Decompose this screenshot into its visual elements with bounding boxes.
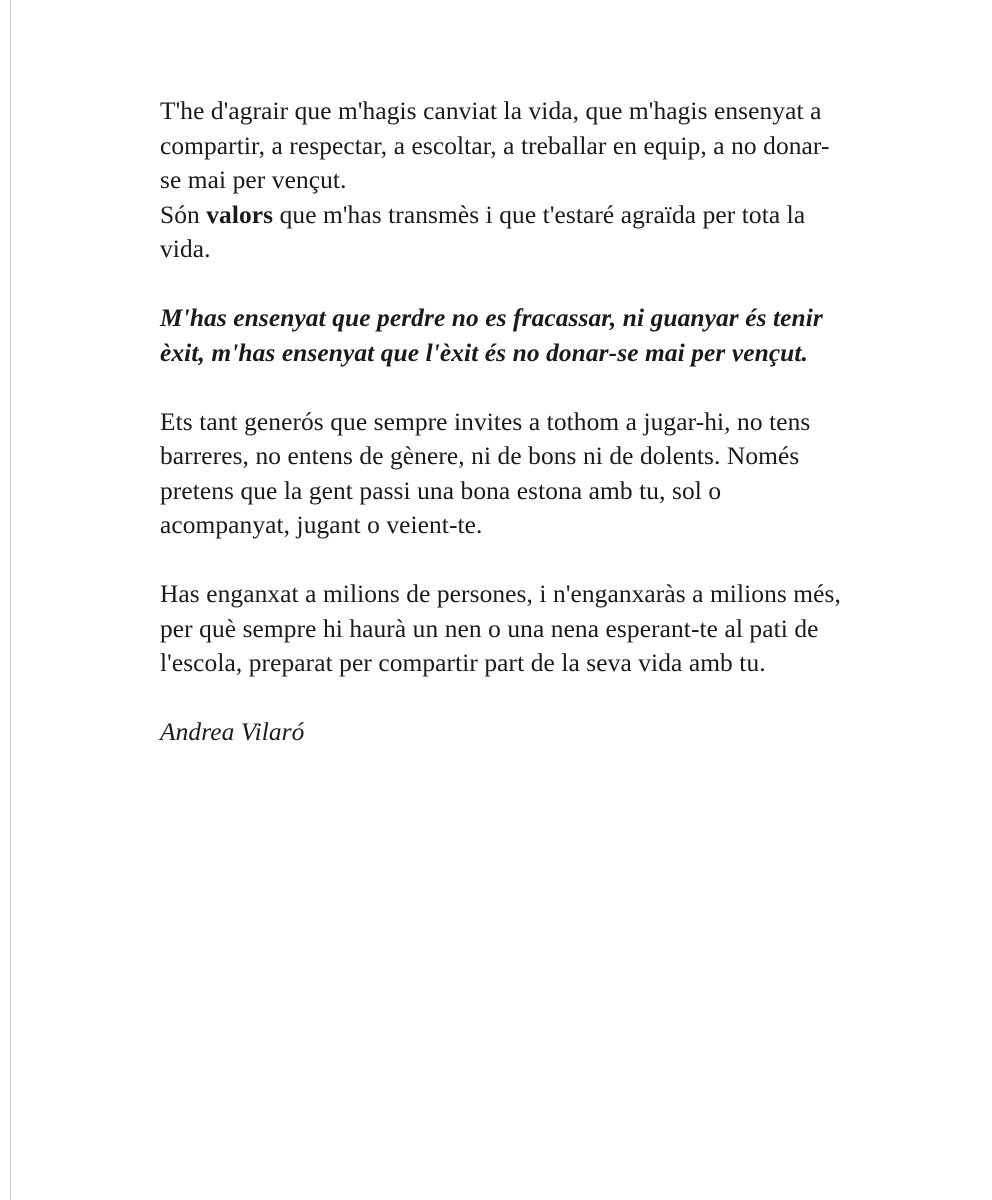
text-fragment: Són xyxy=(160,200,207,229)
text-line: pretens que la gent passi una bona estona amb tu, sol o xyxy=(160,476,722,505)
text-line: M'has ensenyat que perdre no es fracassar, ni guanyar és tenir xyxy=(160,304,823,332)
text-line: Has enganxat a milions de persones, i n'enganxaràs a milions més, xyxy=(160,580,841,608)
paragraph-spacer xyxy=(160,681,930,716)
paragraph-millions xyxy=(160,577,930,681)
paragraph-gratitude xyxy=(160,94,930,198)
paragraph-spacer xyxy=(160,543,930,578)
document-body xyxy=(160,94,930,750)
page-left-border xyxy=(10,0,11,1200)
text-line: èxit, m'has ensenyat que l'èxit és no donar-se mai per vençut. xyxy=(160,338,809,367)
text-line: l'escola, preparat per compartir part de la seva vida amb tu. xyxy=(160,649,766,677)
signature: Andrea Vilaró xyxy=(160,718,305,746)
text-line: compartir, a respectar, a escoltar, a treballar en equip, a no donar- xyxy=(160,131,830,160)
text-line: T'he d'agrair que m'hagis canviat la vida, que m'hagis ensenyat a xyxy=(160,97,822,125)
bold-word-valors: valors xyxy=(206,200,274,229)
text-line: barreres, no entens de gènere, ni de bons ni de dolents. Només xyxy=(160,442,800,470)
quote-paragraph xyxy=(160,301,930,370)
text-line: se mai per vençut. xyxy=(160,166,347,194)
text-fragment: que m'has transmès i que t'estaré agraïda per tota la xyxy=(273,200,806,229)
paragraph-spacer xyxy=(160,267,930,302)
text-line: Ets tant generós que sempre invites a tothom a jugar-hi, no tens xyxy=(160,407,811,436)
paragraph-spacer xyxy=(160,370,930,405)
paragraph-values xyxy=(160,198,930,267)
paragraph-generosity xyxy=(160,405,930,543)
text-line: vida. xyxy=(160,235,211,263)
text-line: per què sempre hi haurà un nen o una nena esperant-te al pati de xyxy=(160,614,819,643)
text-line: acompanyat, jugant o veient-te. xyxy=(160,511,483,539)
